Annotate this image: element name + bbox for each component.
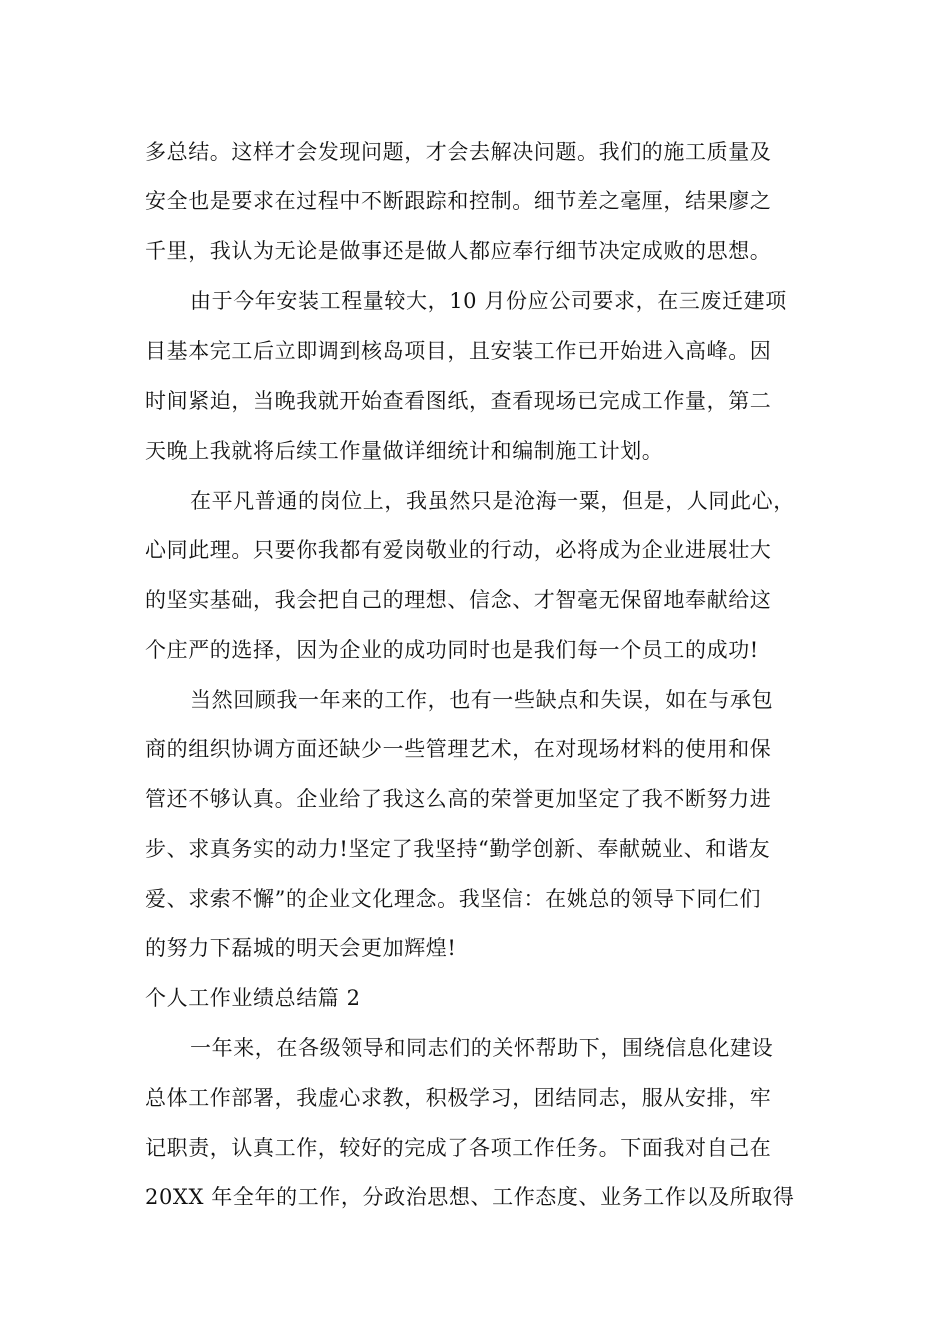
text-line: 爱、求索不懈”的企业文化理念。我坚信：在姚总的领导下同仁们	[145, 887, 762, 911]
text-line: 的坚实基础，我会把自己的理想、信念、才智毫无保留地奉献给这	[145, 588, 772, 612]
text-line: 个庄严的选择，因为企业的成功同时也是我们每一个员工的成功!	[145, 638, 759, 662]
text-line: 千里，我认为无论是做事还是做人都应奉行细节决定成败的思想。	[145, 239, 772, 263]
text-line: 商的组织协调方面还缺少一些管理艺术，在对现场材料的使用和保	[145, 737, 772, 761]
text-line: 的努力下磊城的明天会更加辉煌!	[145, 936, 457, 960]
text-line: 步、求真务实的动力!坚定了我坚持“勤学创新、奉献兢业、和谐友	[145, 837, 771, 861]
section-title: 个人工作业绩总结篇 2	[145, 986, 361, 1010]
text-line: 在平凡普通的岗位上，我虽然只是沧海一粟，但是，人同此心，	[190, 489, 795, 513]
text-line: 记职责，认真工作，较好的完成了各项工作任务。下面我对自己在	[145, 1136, 772, 1160]
text-line: 管还不够认真。企业给了我这么高的荣誉更加坚定了我不断努力进	[145, 787, 772, 811]
text-line: 心同此理。只要你我都有爱岗敬业的行动，必将成为企业进展壮大	[145, 538, 772, 562]
text-line: 目基本完工后立即调到核岛项目，且安装工作已开始进入高峰。因	[145, 339, 772, 363]
text-line: 多总结。这样才会发现问题，才会去解决问题。我们的施工质量及	[145, 140, 772, 164]
text-line: 由于今年安装工程量较大，10 月份应公司要求，在三废迁建项	[190, 289, 787, 313]
text-line: 总体工作部署，我虚心求教，积极学习，团结同志，服从安排，牢	[145, 1086, 772, 1110]
text-line: 一年来，在各级领导和同志们的关怀帮助下，围绕信息化建设	[190, 1036, 774, 1060]
text-line: 20XX 年全年的工作，分政治思想、工作态度、业务工作以及所取得	[145, 1185, 795, 1209]
text-line: 安全也是要求在过程中不断跟踪和控制。细节差之毫厘，结果廖之	[145, 189, 772, 213]
text-line: 时间紧迫，当晚我就开始查看图纸，查看现场已完成工作量，第二	[145, 389, 772, 413]
text-line: 天晚上我就将后续工作量做详细统计和编制施工计划。	[145, 439, 664, 463]
text-line: 当然回顾我一年来的工作，也有一些缺点和失误，如在与承包	[190, 688, 774, 712]
